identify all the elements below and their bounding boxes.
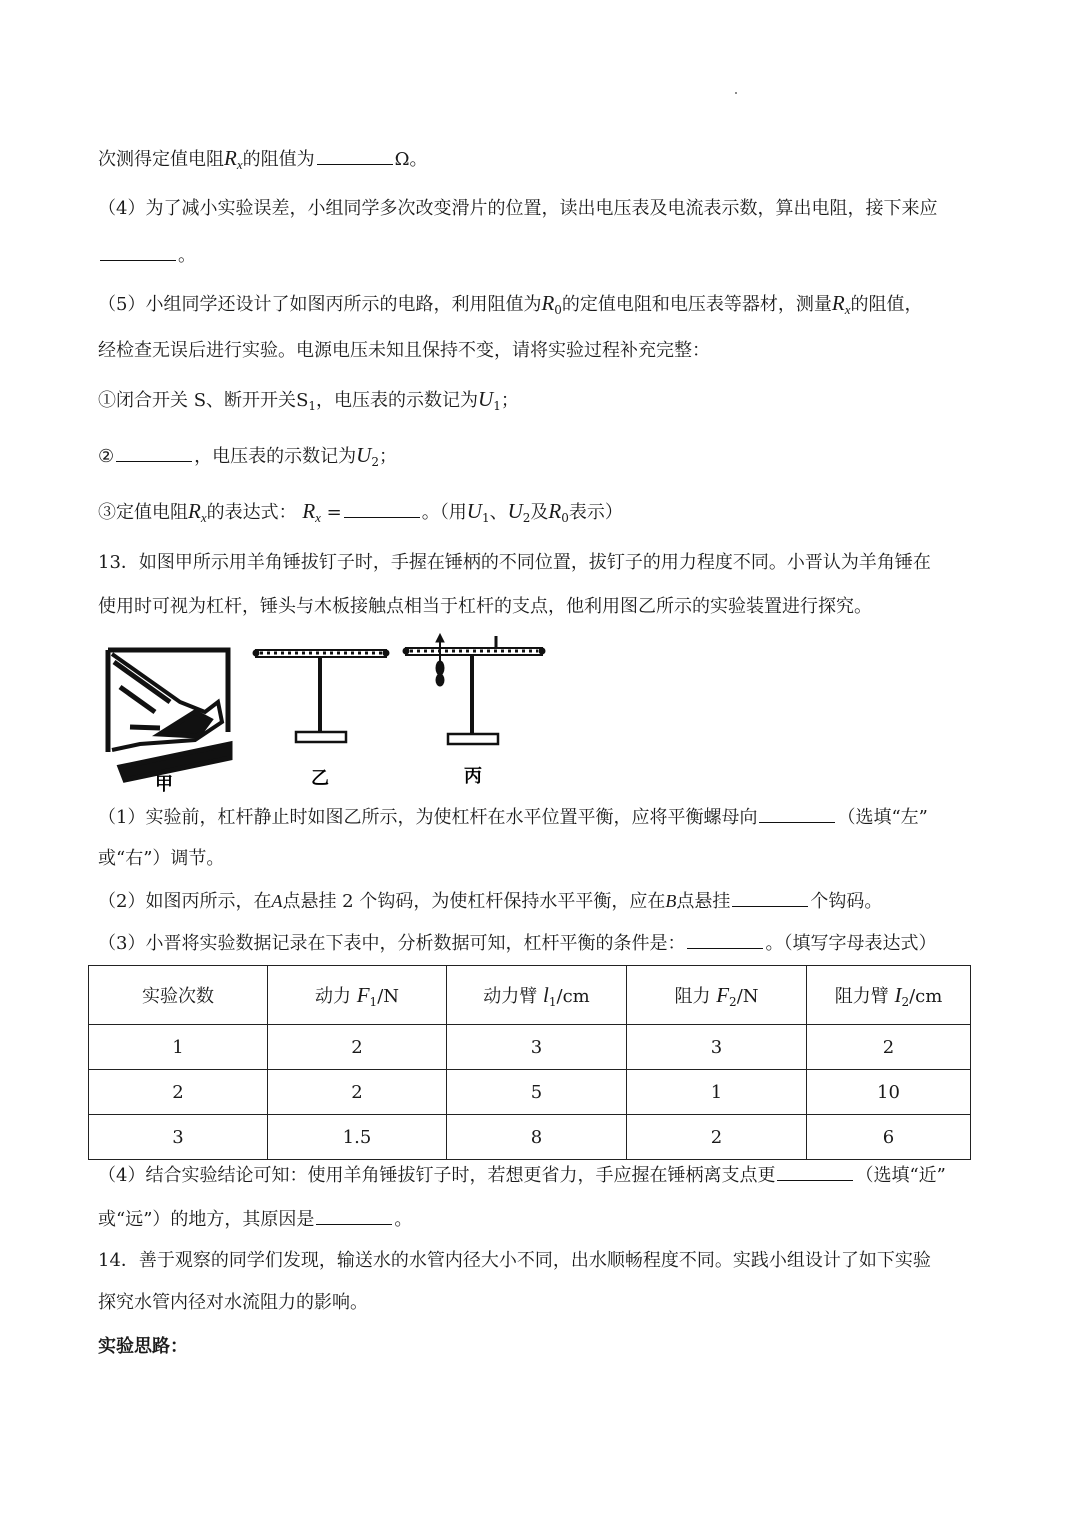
table-cell: 3 (627, 1025, 807, 1070)
header-load-force: 阻力 $F_2/N$ (627, 966, 807, 1025)
question-5-line1: （5）小组同学还设计了如图丙所示的电路，利用阻值为$R_0$的定值电阻和电压表等器材，测量$R_x$的阻值， (98, 291, 923, 317)
table-cell: 1 (627, 1070, 807, 1115)
header-load-arm: 阻力臂 $I_2/cm$ (807, 966, 971, 1025)
answer-blank[interactable] (100, 242, 176, 261)
answer-blank[interactable] (116, 443, 192, 462)
table-header-row (89, 966, 971, 1025)
table-cell: 3 (447, 1025, 627, 1070)
step-3: ③定值电阻$R_x$的表达式： $R_x$ = 。（用$U_1$、$U_2$及$R_0$表示） (98, 499, 623, 525)
problem-13-q1: （1）实验前，杠杆静止时如图乙所示，为使杠杆在水平位置平衡，应将平衡螺母向 （选填“左” (98, 804, 928, 831)
problem-13-q4-cont: 或“远”）的地方，其原因是 。 (98, 1206, 412, 1233)
table-cell: 8 (447, 1115, 627, 1160)
figure-label-jia: 甲 (155, 774, 173, 792)
figure-label-yi: 乙 (311, 768, 329, 789)
answer-blank[interactable] (777, 1162, 853, 1181)
answer-blank[interactable] (759, 804, 835, 823)
table-cell: 5 (447, 1070, 627, 1115)
table-row (89, 1025, 971, 1070)
table-cell: 2 (268, 1025, 447, 1070)
table-cell: 2 (89, 1070, 268, 1115)
step-2: ② ，电压表的示数记为$U_2$； (98, 443, 397, 469)
header-trial: 实验次数 (89, 966, 268, 1025)
table-row (89, 1115, 971, 1160)
problem-13-q1-cont: 或“右”）调节。 (98, 848, 225, 869)
answer-blank[interactable] (732, 888, 808, 907)
step-1: ①闭合开关 S、断开开关$S_1$，电压表的示数记为$U_1$； (98, 387, 519, 413)
problem-13-q3: （3）小晋将实验数据记录在下表中，分析数据可知，杠杆平衡的条件是： 。（填写字母表达式） (98, 930, 936, 957)
table-cell: 6 (807, 1115, 971, 1160)
header-effort-arm: 动力臂 $l_1/cm$ (447, 966, 627, 1025)
header-effort-force: 动力 $F_1/N$ (268, 966, 447, 1025)
section-heading: 实验思路： (98, 1336, 188, 1357)
problem-14-line2: 探究水管内径对水流阻力的影响。 (98, 1292, 368, 1313)
question-5-line2: 经检查无误后进行实验。电源电压未知且保持不变，请将实验过程补充完整： (98, 340, 710, 361)
table-cell: 2 (627, 1115, 807, 1160)
figure-jia-hammer (108, 650, 230, 780)
table-cell: 2 (807, 1025, 971, 1070)
table-cell: 1.5 (268, 1115, 447, 1160)
answer-blank[interactable] (344, 499, 420, 518)
problem-13-line1: 13．如图甲所示用羊角锤拔钉子时，手握在锤柄的不同位置，拔钉子的用力程度不同。小晋认为羊角锤在 (98, 552, 931, 573)
figure-bing-lever (403, 634, 545, 744)
question-4-line2: 。 (98, 242, 196, 269)
table-cell: 1 (89, 1025, 268, 1070)
problem-13-q4: （4）结合实验结论可知：使用羊角锤拔钉子时，若想更省力，手应握在锤柄离支点更 （选填“近” (98, 1162, 946, 1189)
scan-dot (735, 92, 737, 94)
problem-13-line2: 使用时可视为杠杆，锤头与木板接触点相当于杠杆的支点，他利用图乙所示的实验装置进行探究。 (98, 596, 872, 617)
table-cell: 10 (807, 1070, 971, 1115)
answer-blank[interactable] (687, 930, 763, 949)
table-cell: 3 (89, 1115, 268, 1160)
lever-figure (100, 632, 560, 792)
table-cell: 2 (268, 1070, 447, 1115)
line-prev-result: 次测得定值电阻$R_x$的阻值为 Ω。 (98, 146, 428, 172)
table-row (89, 1070, 971, 1115)
problem-13-q2: （2）如图丙所示，在A点悬挂 2 个钩码，为使杠杆保持水平平衡，应在B点悬挂 个钩码。 (98, 888, 882, 915)
figure-label-bing: 丙 (464, 766, 482, 787)
answer-blank[interactable] (317, 146, 393, 165)
question-4-line1: （4）为了减小实验误差，小组同学多次改变滑片的位置，读出电压表及电流表示数，算出电阻，接下来应 (98, 198, 938, 219)
problem-14-line1: 14．善于观察的同学们发现，输送水的水管内径大小不同，出水顺畅程度不同。实践小组设计了如下实验 (98, 1250, 931, 1271)
data-table (88, 965, 971, 1160)
figure-yi-lever (253, 650, 389, 742)
answer-blank[interactable] (316, 1206, 392, 1225)
